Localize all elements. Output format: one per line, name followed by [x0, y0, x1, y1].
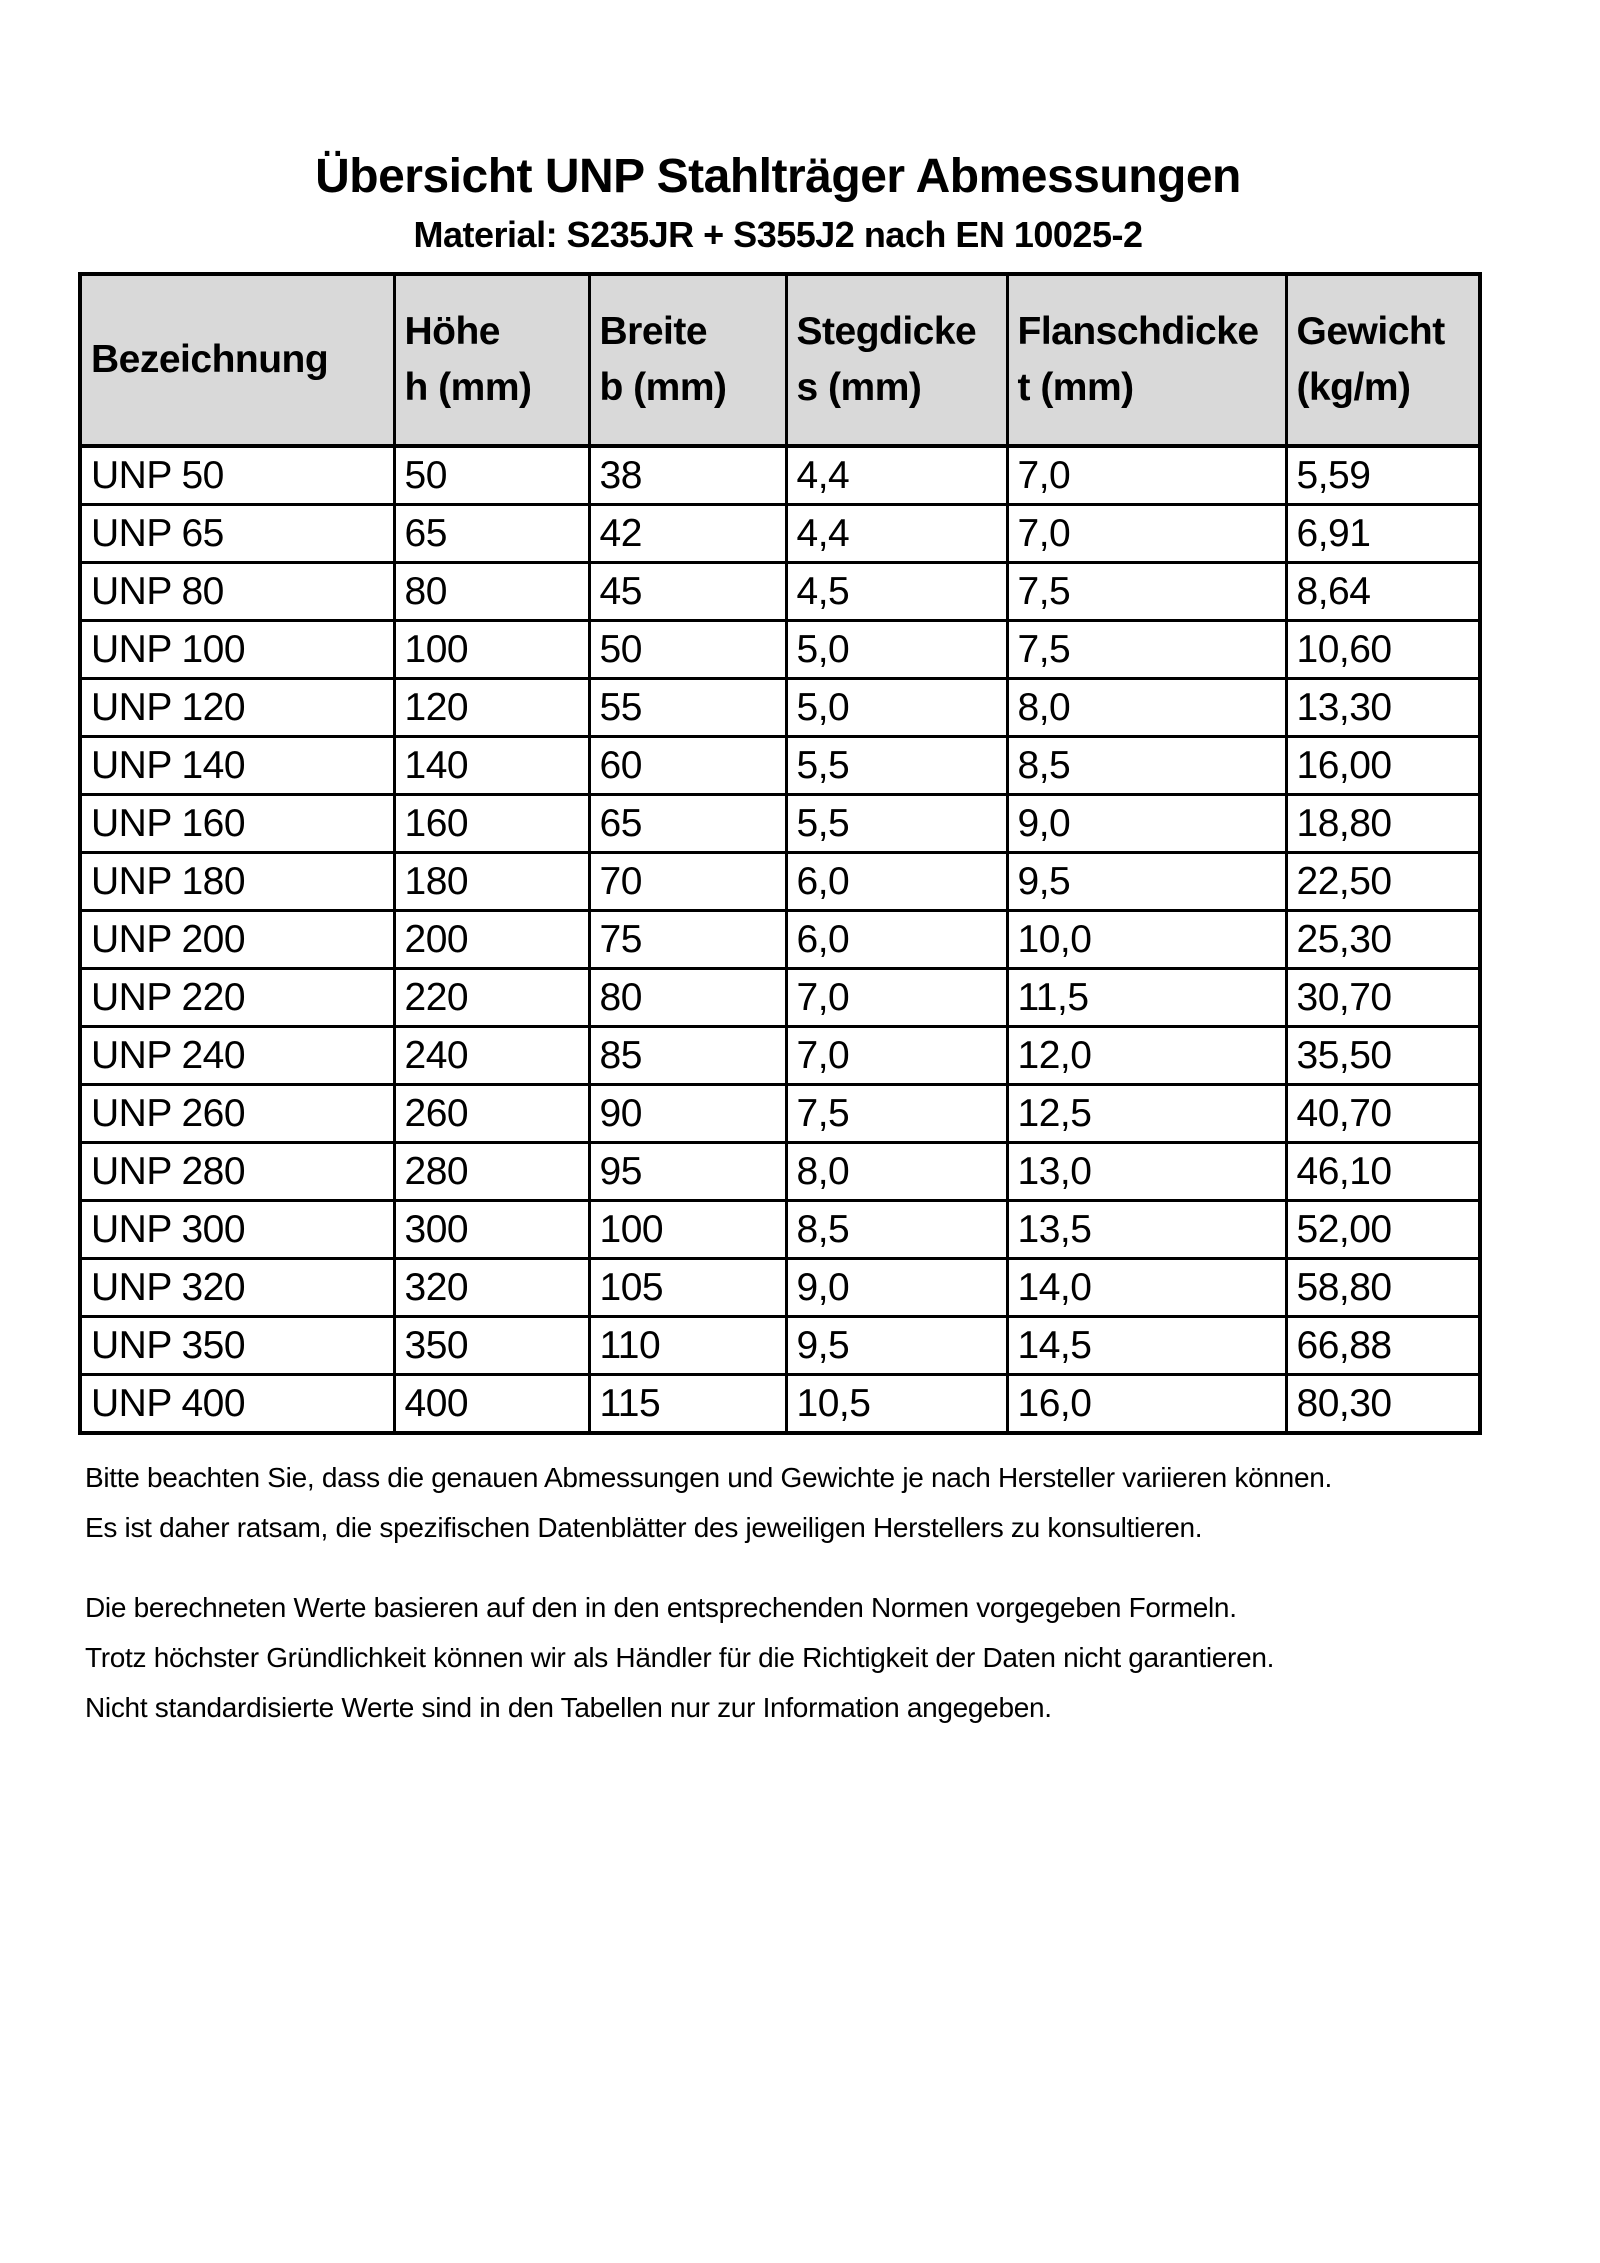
table-cell: 65 — [394, 505, 589, 563]
table-row — [80, 795, 1480, 853]
column-header-label: Höhe — [404, 310, 500, 353]
table-cell: 220 — [394, 969, 589, 1027]
table-cell: 50 — [394, 446, 589, 505]
column-header-label: Gewicht — [1296, 310, 1445, 353]
table-cell: 140 — [394, 737, 589, 795]
table-row — [80, 1317, 1480, 1375]
table-cell: 5,0 — [786, 621, 1007, 679]
table-cell: UNP 220 — [80, 969, 394, 1027]
table-cell: UNP 240 — [80, 1027, 394, 1085]
table-cell: 13,30 — [1286, 679, 1480, 737]
table-cell: 50 — [589, 621, 786, 679]
table-cell: 11,5 — [1007, 969, 1286, 1027]
table-row — [80, 1085, 1480, 1143]
column-header-label: Stegdicke — [796, 310, 977, 353]
table-row — [80, 446, 1480, 505]
table-cell: 5,59 — [1286, 446, 1480, 505]
table-cell: UNP 50 — [80, 446, 394, 505]
table-cell: 9,5 — [1007, 853, 1286, 911]
table-row — [80, 737, 1480, 795]
table-cell: 38 — [589, 446, 786, 505]
column-header-unit: t (mm) — [1017, 366, 1134, 409]
subtitle-material-segment: Material: S235JR + S355J2 — [413, 214, 855, 255]
column-header-unit: h (mm) — [404, 366, 532, 409]
table-cell: 13,0 — [1007, 1143, 1286, 1201]
table-cell: UNP 180 — [80, 853, 394, 911]
footnote-line: Es ist daher ratsam, die spezifischen Datenblätter des jeweiligen Herstellers zu konsultieren. — [85, 1512, 1203, 1543]
table-cell: 6,91 — [1286, 505, 1480, 563]
table-cell: 95 — [589, 1143, 786, 1201]
table-row — [80, 1375, 1480, 1434]
table-cell: 46,10 — [1286, 1143, 1480, 1201]
column-header-unit: b (mm) — [599, 366, 727, 409]
table-cell: 8,5 — [786, 1201, 1007, 1259]
table-cell: 9,5 — [786, 1317, 1007, 1375]
subtitle-middle-segment: nach — [854, 214, 956, 255]
footnote-line: Bitte beachten Sie, dass die genauen Abmessungen und Gewichte je nach Hersteller variieren können. — [85, 1462, 1332, 1493]
table-cell: 320 — [394, 1259, 589, 1317]
table-row — [80, 505, 1480, 563]
table-cell: 110 — [589, 1317, 786, 1375]
table-cell: 16,0 — [1007, 1375, 1286, 1434]
table-cell: UNP 300 — [80, 1201, 394, 1259]
table-cell: 25,30 — [1286, 911, 1480, 969]
table-cell: UNP 120 — [80, 679, 394, 737]
table-cell: 8,5 — [1007, 737, 1286, 795]
table-cell: 90 — [589, 1085, 786, 1143]
column-header-breite — [589, 274, 786, 446]
footnote-line: Trotz höchster Gründlichkeit können wir als Händler für die Richtigkeit der Daten nicht garantieren. — [85, 1642, 1275, 1673]
table-cell: 40,70 — [1286, 1085, 1480, 1143]
table-cell: 240 — [394, 1027, 589, 1085]
table-row — [80, 969, 1480, 1027]
column-header-stegdicke — [786, 274, 1007, 446]
table-cell: 60 — [589, 737, 786, 795]
table-cell: 85 — [589, 1027, 786, 1085]
table-header — [80, 274, 1480, 446]
column-header-unit: (kg/m) — [1296, 366, 1411, 409]
table-row — [80, 679, 1480, 737]
table-cell: 4,4 — [786, 505, 1007, 563]
table-cell: 160 — [394, 795, 589, 853]
table-cell: 100 — [394, 621, 589, 679]
table-cell: 280 — [394, 1143, 589, 1201]
table-cell: 22,50 — [1286, 853, 1480, 911]
table-row — [80, 1201, 1480, 1259]
table-cell: 14,0 — [1007, 1259, 1286, 1317]
table-cell: UNP 65 — [80, 505, 394, 563]
table-cell: 10,0 — [1007, 911, 1286, 969]
table-cell: 5,5 — [786, 737, 1007, 795]
table-cell: 55 — [589, 679, 786, 737]
document-subtitle — [78, 212, 1478, 258]
table-cell: 120 — [394, 679, 589, 737]
footnote-paragraph-1 — [78, 1453, 1478, 1553]
table-cell: 10,60 — [1286, 621, 1480, 679]
column-header-label: Bezeichnung — [91, 338, 329, 381]
table-cell: UNP 80 — [80, 563, 394, 621]
table-cell: 6,0 — [786, 853, 1007, 911]
table-cell: 80,30 — [1286, 1375, 1480, 1434]
table-cell: 6,0 — [786, 911, 1007, 969]
table-cell: UNP 350 — [80, 1317, 394, 1375]
table-row — [80, 621, 1480, 679]
column-header-unit: s (mm) — [796, 366, 922, 409]
table-cell: 7,5 — [1007, 621, 1286, 679]
table-cell: 30,70 — [1286, 969, 1480, 1027]
table-cell: 105 — [589, 1259, 786, 1317]
table-cell: 8,0 — [1007, 679, 1286, 737]
table-cell: 35,50 — [1286, 1027, 1480, 1085]
table-cell: 8,64 — [1286, 563, 1480, 621]
table-cell: 80 — [394, 563, 589, 621]
subtitle-standard-segment: EN 10025-2 — [955, 214, 1143, 255]
table-cell: 7,5 — [786, 1085, 1007, 1143]
table-cell: 75 — [589, 911, 786, 969]
column-header-flanschdicke — [1007, 274, 1286, 446]
table-cell: 65 — [589, 795, 786, 853]
table-cell: 13,5 — [1007, 1201, 1286, 1259]
table-cell: UNP 400 — [80, 1375, 394, 1434]
column-header-label: Breite — [599, 310, 708, 353]
table-cell: 115 — [589, 1375, 786, 1434]
document-title: Übersicht UNP Stahlträger Abmessungen — [315, 150, 1241, 203]
table-cell: 14,5 — [1007, 1317, 1286, 1375]
table-cell: 7,0 — [1007, 446, 1286, 505]
column-header-gewicht — [1286, 274, 1480, 446]
table-cell: 7,0 — [1007, 505, 1286, 563]
table-row — [80, 1259, 1480, 1317]
table-cell: 58,80 — [1286, 1259, 1480, 1317]
table-cell: 260 — [394, 1085, 589, 1143]
table-cell: 45 — [589, 563, 786, 621]
document-content — [78, 148, 1478, 1733]
table-cell: 12,5 — [1007, 1085, 1286, 1143]
table-cell: 100 — [589, 1201, 786, 1259]
dimensions-table — [78, 272, 1482, 1435]
table-cell: 9,0 — [1007, 795, 1286, 853]
table-cell: UNP 100 — [80, 621, 394, 679]
table-row — [80, 563, 1480, 621]
column-header-bezeichnung — [80, 274, 394, 446]
table-cell: 8,0 — [786, 1143, 1007, 1201]
column-header-label: Flanschdicke — [1017, 310, 1259, 353]
table-cell: 400 — [394, 1375, 589, 1434]
table-cell: 180 — [394, 853, 589, 911]
table-cell: 4,5 — [786, 563, 1007, 621]
table-cell: UNP 160 — [80, 795, 394, 853]
table-cell: 80 — [589, 969, 786, 1027]
table-cell: UNP 320 — [80, 1259, 394, 1317]
table-row — [80, 911, 1480, 969]
table-cell: 9,0 — [786, 1259, 1007, 1317]
table-cell: UNP 140 — [80, 737, 394, 795]
footnotes — [78, 1453, 1478, 1733]
footnote-line: Die berechneten Werte basieren auf den in den entsprechenden Normen vorgegeben Formeln. — [85, 1592, 1237, 1623]
footnote-paragraph-2 — [78, 1583, 1478, 1733]
table-cell: 12,0 — [1007, 1027, 1286, 1085]
table-cell: 52,00 — [1286, 1201, 1480, 1259]
table-cell: 7,0 — [786, 1027, 1007, 1085]
table-header-row — [80, 274, 1480, 446]
table-cell: 7,5 — [1007, 563, 1286, 621]
table-cell: 4,4 — [786, 446, 1007, 505]
table-cell: UNP 260 — [80, 1085, 394, 1143]
table-row — [80, 1143, 1480, 1201]
table-row — [80, 853, 1480, 911]
table-cell: 7,0 — [786, 969, 1007, 1027]
table-cell: UNP 280 — [80, 1143, 394, 1201]
table-cell: 42 — [589, 505, 786, 563]
table-cell: 66,88 — [1286, 1317, 1480, 1375]
table-body — [80, 446, 1480, 1433]
footnote-line: Nicht standardisierte Werte sind in den Tabellen nur zur Information angegeben. — [85, 1692, 1052, 1723]
table-cell: UNP 200 — [80, 911, 394, 969]
table-cell: 200 — [394, 911, 589, 969]
table-cell: 5,5 — [786, 795, 1007, 853]
table-cell: 16,00 — [1286, 737, 1480, 795]
table-cell: 5,0 — [786, 679, 1007, 737]
table-cell: 10,5 — [786, 1375, 1007, 1434]
table-cell: 350 — [394, 1317, 589, 1375]
column-header-hoehe — [394, 274, 589, 446]
table-row — [80, 1027, 1480, 1085]
table-cell: 18,80 — [1286, 795, 1480, 853]
table-cell: 70 — [589, 853, 786, 911]
table-cell: 300 — [394, 1201, 589, 1259]
